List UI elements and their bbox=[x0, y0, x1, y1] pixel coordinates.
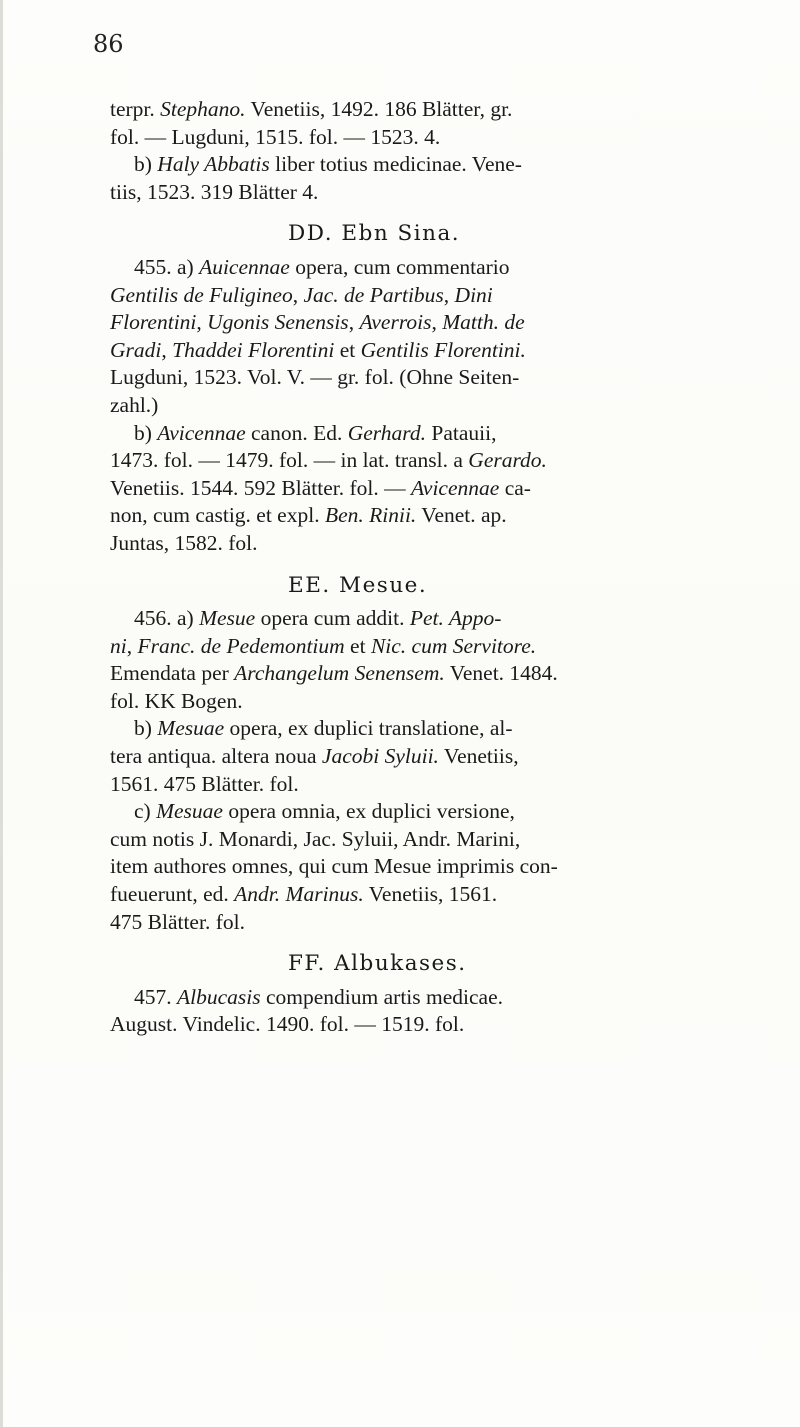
text-segment: Archangelum Senensem. bbox=[234, 661, 445, 686]
text-segment: , bbox=[431, 310, 443, 335]
text-line bbox=[110, 364, 760, 392]
text-segment: non, cum castig. et expl. bbox=[110, 503, 325, 528]
text-line bbox=[110, 743, 760, 771]
text-line bbox=[110, 633, 760, 661]
page-edge bbox=[0, 0, 3, 1427]
text-segment: terpr. bbox=[110, 97, 161, 121]
text-segment: Franc. de Pedemontium bbox=[137, 633, 345, 658]
text-segment: Venet. ap. bbox=[416, 503, 507, 528]
section-heading bbox=[110, 220, 760, 248]
text-segment: Gentilis Florentini. bbox=[360, 337, 526, 362]
spacer bbox=[110, 206, 760, 220]
text-segment: Thaddei Florentini bbox=[172, 337, 335, 362]
text-line bbox=[110, 984, 760, 1012]
text-line bbox=[110, 771, 760, 799]
text-segment: et bbox=[344, 633, 371, 658]
text-line bbox=[110, 660, 760, 688]
text-segment: , bbox=[348, 310, 360, 335]
text-segment: ca- bbox=[499, 475, 531, 500]
text-segment: c) bbox=[134, 799, 157, 824]
text-segment: , bbox=[292, 282, 304, 307]
text-segment: opera, ex duplici translatione, al- bbox=[224, 716, 513, 741]
text-segment: Mesue bbox=[199, 606, 256, 631]
text-segment: EE. Mesue. bbox=[288, 572, 428, 598]
text-segment: Patauii, bbox=[425, 420, 497, 445]
text-line bbox=[110, 309, 760, 337]
text-segment: Jac. de Partibus bbox=[303, 282, 444, 307]
text-segment: opera cum addit. bbox=[255, 606, 410, 631]
text-segment: Lugduni, 1523. Vol. V. — gr. fol. (Ohne Seiten- bbox=[110, 365, 520, 390]
text-segment: Mesuae bbox=[156, 799, 223, 824]
text-segment: Gentilis de Fuligineo bbox=[110, 282, 293, 307]
text-segment: 457. bbox=[134, 984, 177, 1009]
text-segment: Florentini bbox=[110, 310, 197, 335]
text-segment: 475 Blätter. fol. bbox=[110, 909, 245, 934]
text-line bbox=[110, 688, 760, 716]
text-line bbox=[110, 151, 760, 179]
text-line bbox=[110, 282, 760, 310]
text-segment: Haly Abbatis bbox=[157, 152, 270, 177]
text-segment: Andr. Marinus. bbox=[234, 882, 364, 907]
text-line bbox=[110, 502, 760, 530]
text-segment: Avicennae bbox=[410, 475, 500, 500]
text-line bbox=[110, 96, 760, 124]
text-segment: August. Vindelic. 1490. fol. — 1519. fol. bbox=[110, 1012, 465, 1037]
text-segment: Venetiis. 1544. 592 Blätter. fol. — bbox=[110, 475, 411, 500]
text-segment: , bbox=[126, 633, 138, 658]
text-segment: Emendata per bbox=[110, 661, 235, 686]
text-segment: 1561. 475 Blätter. fol. bbox=[110, 771, 299, 796]
text-segment: 456. a) bbox=[134, 606, 200, 631]
spacer bbox=[110, 936, 760, 950]
text-line bbox=[110, 909, 760, 937]
text-segment: Gerhard. bbox=[347, 420, 426, 445]
text-segment: Ben. Rinii. bbox=[324, 503, 417, 528]
text-segment: , bbox=[443, 282, 455, 307]
text-line bbox=[110, 124, 760, 152]
text-segment: b) bbox=[134, 716, 158, 741]
text-segment: Nic. cum Servitore. bbox=[370, 633, 537, 658]
text-segment: 455. a) bbox=[134, 254, 200, 279]
text-line bbox=[110, 392, 760, 420]
text-segment: Pet. Appo- bbox=[409, 606, 502, 631]
text-segment: opera, cum commentario bbox=[289, 254, 510, 279]
text-line bbox=[110, 715, 760, 743]
text-segment: Gradi bbox=[110, 337, 162, 362]
spacer bbox=[110, 558, 760, 572]
text-line bbox=[110, 475, 760, 503]
text-segment: opera omnia, ex duplici versione, bbox=[222, 799, 515, 824]
text-line bbox=[110, 337, 760, 365]
text-segment: Juntas, 1582. fol. bbox=[110, 530, 258, 555]
text-segment: b) bbox=[134, 420, 158, 445]
text-line bbox=[110, 179, 760, 207]
text-segment: Gerardo. bbox=[468, 448, 547, 473]
text-segment: Auicennae bbox=[199, 254, 290, 279]
text-segment: , bbox=[161, 337, 173, 362]
text-line bbox=[110, 798, 760, 826]
text-segment: ni bbox=[110, 633, 127, 658]
text-segment: compendium artis medicae. bbox=[260, 984, 503, 1009]
page-number: 86 bbox=[93, 30, 124, 58]
text-line bbox=[110, 447, 760, 475]
text-segment: liber totius medicinae. Vene- bbox=[269, 152, 522, 177]
text-segment: Dini bbox=[454, 282, 493, 307]
text-segment: 1473. fol. — 1479. fol. — in lat. transl. a bbox=[110, 448, 469, 473]
text-segment: FF. Albukases. bbox=[288, 951, 467, 977]
text-line bbox=[110, 530, 760, 558]
text-segment: Jacobi Syluii. bbox=[321, 744, 439, 769]
text-segment: tiis, 1523. 319 Blätter 4. bbox=[110, 179, 319, 204]
text-segment: , bbox=[196, 310, 208, 335]
text-segment: Avicennae bbox=[157, 420, 246, 445]
text-segment: Averrois bbox=[359, 310, 432, 335]
text-segment: fol. KK Bogen. bbox=[110, 688, 243, 713]
text-line bbox=[110, 254, 760, 282]
text-line bbox=[110, 881, 760, 909]
text-segment: et bbox=[334, 337, 361, 362]
text-segment: Mesuae bbox=[157, 716, 225, 741]
text-segment: fueuerunt, ed. bbox=[110, 882, 235, 907]
text-segment: b) bbox=[134, 152, 158, 177]
text-segment: zahl.) bbox=[110, 392, 159, 417]
section-heading bbox=[110, 572, 760, 600]
text-segment: Albucasis bbox=[177, 984, 261, 1009]
text-segment: Ugonis Senensis bbox=[207, 310, 349, 335]
text-line bbox=[110, 853, 760, 881]
text-segment: DD. Ebn Sina. bbox=[288, 221, 461, 247]
text-segment: tera antiqua. altera noua bbox=[110, 744, 322, 769]
text-segment: canon. Ed. bbox=[245, 420, 348, 445]
text-segment: Venetiis, 1492. 186 Blätter, gr. bbox=[245, 97, 513, 121]
text-line bbox=[110, 1011, 760, 1039]
text-line bbox=[110, 826, 760, 854]
text-segment: Venetiis, bbox=[438, 744, 519, 769]
text-segment: fol. — Lugduni, 1515. fol. — 1523. 4. bbox=[110, 124, 441, 149]
text-segment: item authores omnes, qui cum Mesue imprimis con- bbox=[110, 854, 558, 879]
page-text bbox=[110, 96, 760, 1039]
text-segment: Venet. 1484. bbox=[444, 661, 558, 686]
section-heading bbox=[110, 950, 760, 978]
text-segment: Venetiis, 1561. bbox=[363, 882, 498, 907]
text-line bbox=[110, 605, 760, 633]
text-segment: cum notis J. Monardi, Jac. Syluii, Andr. Marini, bbox=[110, 826, 521, 851]
text-line bbox=[110, 420, 760, 448]
text-segment: Stephano. bbox=[160, 97, 246, 121]
text-segment: Matth. de bbox=[442, 310, 525, 335]
